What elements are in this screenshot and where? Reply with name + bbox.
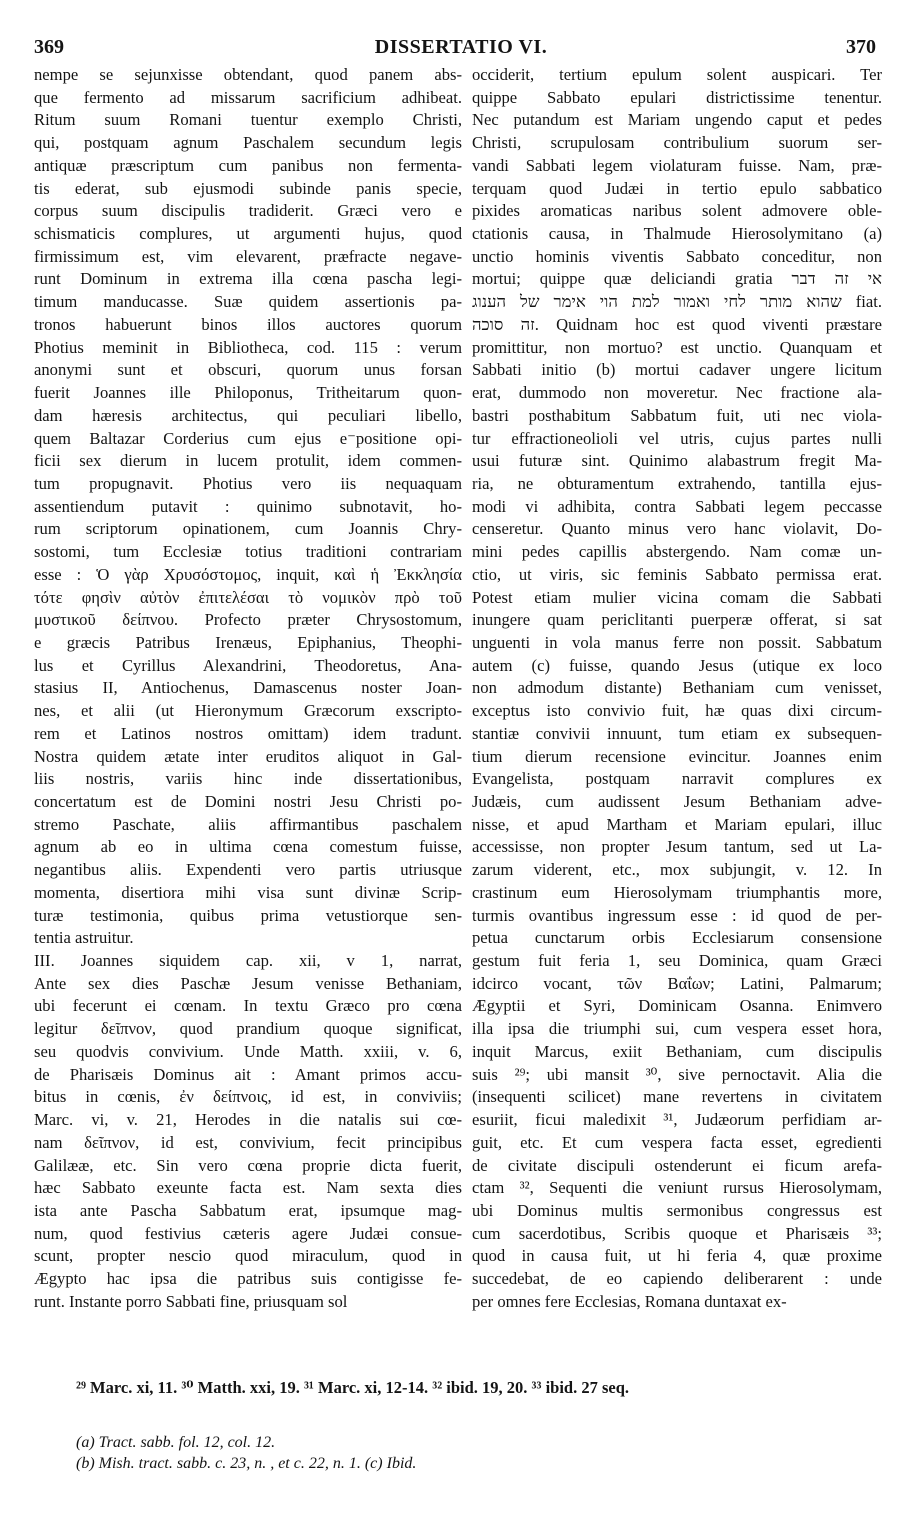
text-line: per omnes fere Ecclesias, Romana duntaxat ex- (472, 1291, 787, 1311)
text-line: Ægypto hac ipsa die patribus suis contigisse fe- (34, 1269, 462, 1289)
text-line: sostomi, tum Ecclesiæ totius traditioni contrariam (34, 542, 462, 562)
text-line: nes, et alii (ut Hieronymum Græcorum exscripto- (34, 701, 462, 721)
text-line: turæ testimonia, quibus prima vetustiorque sen- (34, 905, 462, 925)
text-line: tentia astruitur. (34, 928, 134, 948)
text-line: nam δεῖπνον, id est, convivium, fecit principibus (34, 1132, 462, 1152)
text-line: ria, ne obturamentum extrahendo, tantilla ejus- (472, 473, 882, 493)
text-line: promittitur, non mortuo? est unctio. Quanquam et (472, 337, 882, 357)
text-line: Sabbati initio (b) mortui cadaver ungere licitum (472, 360, 882, 380)
text-line: unguenti in vola manus ferre non possit. Sabbatum (472, 632, 882, 652)
text-line: assentiendum putavit : quinimo subnotavit, ho- (34, 496, 462, 516)
text-line: ficii sex dierum in lucem protulit, idem commen- (34, 451, 462, 471)
text-line: agnum ab eo in ultima cœna comestum fuisse, (34, 837, 462, 857)
text-line: suis ²⁹; ubi mansit ³⁰, sive pernoctavit. Alia die (472, 1064, 882, 1084)
text-line: quod in causa fuit, ut hi feria 4, quæ proxime (472, 1246, 882, 1266)
footnote-b: (b) Mish. tract. sabb. c. 23, n. , et c. 22, n. 1. (c) Ibid. (76, 1455, 417, 1472)
text-line: concertatum est de Domini nostri Jesu Christi po- (34, 792, 462, 811)
text-line: negantibus aliis. Expendenti vero partis utriusque (34, 860, 462, 880)
text-line: idcirco vocant, τῶν Βαΐων; Latini, Palmarum; (472, 973, 882, 993)
text-line: gestum fuit feria 1, seu Dominica, quam Græci (472, 951, 882, 971)
text-line: lus et Cyrillus Alexandrini, Theodoretus, Ana- (34, 655, 462, 675)
text-line: scunt, propter nescio quod miraculum, quod in (34, 1246, 462, 1266)
text-line: de Pharisæis Dominus ait : Amant primos accu- (34, 1064, 462, 1084)
text-line: μυστικοῦ δείπνου. Profecto præter Chrysostomum, (34, 610, 462, 630)
text-line: זה סוכה. Quidnam hoc est quod viventi præstare (472, 314, 882, 334)
footnote-references: ²⁹ Marc. xi, 11. ³⁰ Matth. xxi, 19. ³¹ Marc. xi, 12-14. ³² ibid. 19, 20. ³³ ibid. 27 seq. (76, 1378, 630, 1397)
text-line: rem et Latinos nostros omittam) idem tradunt. (34, 723, 462, 743)
text-line: legitur δεῖπνον, quod prandium quoque significat, (34, 1019, 462, 1039)
text-line: illa ipsa die triumphi sui, cum vespera esset hora, (472, 1019, 882, 1039)
text-line: esse : Ὁ γὰρ Χρυσόστομος, inquit, καὶ ἡ Ἐκκλησία (34, 564, 462, 584)
running-title: DISSERTATIO VI. (374, 36, 548, 58)
text-line: modi vi adhibita, contra Sabbati legem peccasse (472, 496, 882, 516)
page-number-right: 370 (846, 36, 876, 58)
text-line: rum scriptorum opinationem, cum Joannis Chry- (34, 519, 462, 539)
text-line: succedebat, de eo capiendo deliberarent : unde (472, 1269, 882, 1289)
text-line: seu quodvis convivium. Unde Matth. xxiii, v. 6, (34, 1041, 462, 1061)
text-line: terquam quod Judæi in tertio epulo sabbatico (472, 178, 882, 198)
page-number-left: 369 (34, 36, 64, 58)
text-line: שהוא מותר לחי ואמור למת הוי אימר של הענוג fiat. (472, 292, 882, 312)
text-line: unctio hominis viventis Sabbato conceditur, non (472, 246, 882, 266)
text-line: stremo Paschate, aliis affirmantibus paschalem (34, 814, 462, 834)
text-line: antiquæ præscriptum cum panibus non fermenta- (34, 155, 462, 175)
text-line: tis ederat, sub ejusmodi subinde panis specie, (34, 178, 462, 198)
text-line: hæc Sabbato exeunte facta est. Nam sexta dies (34, 1178, 462, 1198)
text-line: stantiæ convivii innuunt, tum etiam ex subsequen- (472, 723, 882, 743)
text-line: fuerit Joannes ille Philoponus, Tritheitarum quon- (34, 383, 462, 403)
text-line: ctam ³², Sequenti die veniunt rursus Hierosolymam, (472, 1178, 882, 1198)
text-line: Ægyptii et Syri, Dominicam Osanna. Enimvero (472, 996, 882, 1016)
text-line: Ante sex dies Paschæ Jesum venisse Bethaniam, (34, 973, 462, 993)
text-line: de civitate discipuli ostenderunt ei ficum arefa- (472, 1155, 882, 1175)
text-line: accessisse, non propter Jesum tantum, sed ut La- (472, 837, 882, 857)
text-line: ubi fecerunt ei cœnam. In textu Græco pro cœna (34, 996, 462, 1016)
text-line: censeretur. Quanto minus vero hanc violavit, Do- (472, 519, 882, 539)
text-line: Potest etiam mulier vicina comam die Sabbati (472, 587, 882, 607)
left-text-column (34, 64, 462, 1314)
text-line: vandi Sabbati legem violaturam fuisse. Nam, præ- (472, 155, 882, 175)
text-line: Ritum suum Romani tuentur exemplo Christi, (34, 110, 462, 130)
text-line: timum manducasse. Suæ quidem assertionis pa- (34, 292, 462, 312)
text-line: tum propugnavit. Photius vero iis nequaquam (34, 473, 462, 493)
text-line: erat, dummodo non moveretur. Nec fractione ala- (472, 383, 882, 403)
text-line: schismaticis complures, ut argumenti hujus, quod (34, 224, 462, 244)
text-line: mini pedes capillis abstergendo. Nam comæ un- (472, 542, 882, 562)
text-line: firmissimum est, vim elevarent, præfracte negave- (34, 246, 462, 266)
text-line: guit, etc. Et cum vespera facta esset, egredienti (472, 1132, 882, 1152)
text-line: bastri posthabitum Sabbatum fuit, uti nec viola- (472, 405, 882, 425)
text-line: Christi, scrupulosam contribulium suorum ser- (472, 133, 882, 153)
text-line: autem (c) fuisse, quando Jesus (utique ex loco (472, 655, 882, 675)
text-line: corpus suum discipulis tradiderit. Græci vero e (34, 201, 462, 221)
footnote-a: (a) Tract. sabb. fol. 12, col. 12. (76, 1434, 276, 1451)
text-line: ubi Dominus multis sermonibus congressus est (472, 1200, 882, 1220)
text-line: III. Joannes siquidem cap. xii, v 1, narrat, (34, 951, 462, 971)
text-line: ctio, ut viris, sic feminis Sabbato permissa erat. (472, 564, 882, 584)
text-line: Photius meminit in Bibliotheca, cod. 115 : verum (34, 337, 462, 357)
text-line: momenta, disertiora mihi visa sunt divinæ Scrip- (34, 882, 462, 902)
text-line: num, quod festivius cæteris agere Judæi consue- (34, 1223, 462, 1243)
text-line: cum sacerdotibus, Scribis quoque et Pharisæis ³³; (472, 1223, 882, 1243)
text-line: ista ante Pascha Sabbatum erat, ipsumque mag- (34, 1200, 462, 1220)
text-line: que fermento ad missarum sacrificium adhibeat. (34, 87, 462, 107)
text-line: Judæis, cum audissent Jesum Bethaniam adve- (472, 792, 882, 811)
text-line: anonymi sunt et obscuri, quorum unus forsan (34, 360, 462, 380)
text-line: bitus in cœnis, ἐν δείπνοις, id est, in conviviis; (34, 1087, 462, 1107)
text-line: runt. Instante porro Sabbati fine, priusquam sol (34, 1291, 348, 1311)
text-line: liis nostris, variis hinc inde dissertationibus, (34, 769, 462, 789)
text-line: e græcis Patribus Irenæus, Epiphanius, Theophi- (34, 632, 462, 652)
text-line: crastinum eum Hierosolymam triumphantis more, (472, 882, 882, 902)
text-line: tium dierum recensione evincitur. Joannes enim (472, 746, 882, 766)
text-line: (insequenti scilicet) mane revertens in civitatem (472, 1087, 882, 1107)
text-line: inungere quam periclitanti puerperæ offerat, si sat (472, 610, 882, 630)
text-line: Nec putandum est Mariam ungendo caput et pedes (472, 110, 882, 130)
text-line: τότε φησὶν αὐτὸν ἐπιτελέσαι τὸ νομικὸν πρὸ τοῦ (34, 587, 462, 607)
text-line: Evangelista, postquam narravit complures ex (472, 769, 882, 789)
text-line: Galilææ, etc. Sin vero cœna proprie dicta fuerit, (34, 1155, 462, 1175)
text-line: petua cunctarum orbis Ecclesiarum consensione (472, 928, 882, 948)
text-line: occiderit, tertium epulum solent auspicari. Ter (472, 65, 882, 84)
running-header (0, 36, 922, 60)
text-line: Nostra quidem ætate inter eruditos aliquot in Gal- (34, 746, 462, 766)
text-line: qui, postquam agnum Paschalem secundum legis (34, 133, 462, 153)
text-line: turmis ovantibus ingressum esse : id quod de per- (472, 905, 882, 925)
text-line: tronos habuerunt binos illos auctores quorum (34, 314, 462, 334)
text-line: runt Dominum in extrema illa cœna pascha legi- (34, 269, 462, 289)
text-line: exceptus isto convivio fuit, hæ quas dixi circum- (472, 701, 882, 721)
text-line: Marc. vi, v. 21, Herodes in die natalis sui cœ- (34, 1110, 462, 1130)
text-line: nempe se sejunxisse obtendant, quod panem abs- (34, 65, 462, 84)
text-line: quem Baltazar Corderius cum ejus e⁻positione opi- (34, 428, 462, 448)
text-line: dam hæresis architectus, qui peculiari libello, (34, 405, 462, 425)
text-line: zarum viderent, etc., mox subjungit, v. 12. In (472, 860, 882, 880)
text-line: inquit Marcus, exiit Bethaniam, cum discipulis (472, 1041, 882, 1061)
text-line: tur effractioneolioli vel utris, cujus partes nulli (472, 428, 882, 448)
text-line: nisse, et apud Martham et Mariam epulari, illuc (472, 814, 882, 834)
text-line: stasius II, Antiochenus, Damascenus noster Joan- (34, 678, 462, 698)
text-line: non admodum distante) Bethaniam cum venisset, (472, 678, 882, 698)
right-text-column (472, 64, 882, 1314)
text-line: quippe Sabbato epulari districtissime tenentur. (472, 87, 882, 107)
text-line: ctationis causa, in Thalmude Hierosolymitano (a) (472, 224, 882, 244)
text-line: esuriit, ficui maledixit ³¹, Judæorum perfidiam ar- (472, 1110, 882, 1130)
text-line: usui futuræ sint. Quinimo alabastrum fregit Ma- (472, 451, 882, 471)
text-line: mortui; quippe quæ deliciandi gratia אי זה דבר (472, 269, 882, 289)
text-line: pixides aromaticas naribus solent admovere oble- (472, 201, 882, 221)
